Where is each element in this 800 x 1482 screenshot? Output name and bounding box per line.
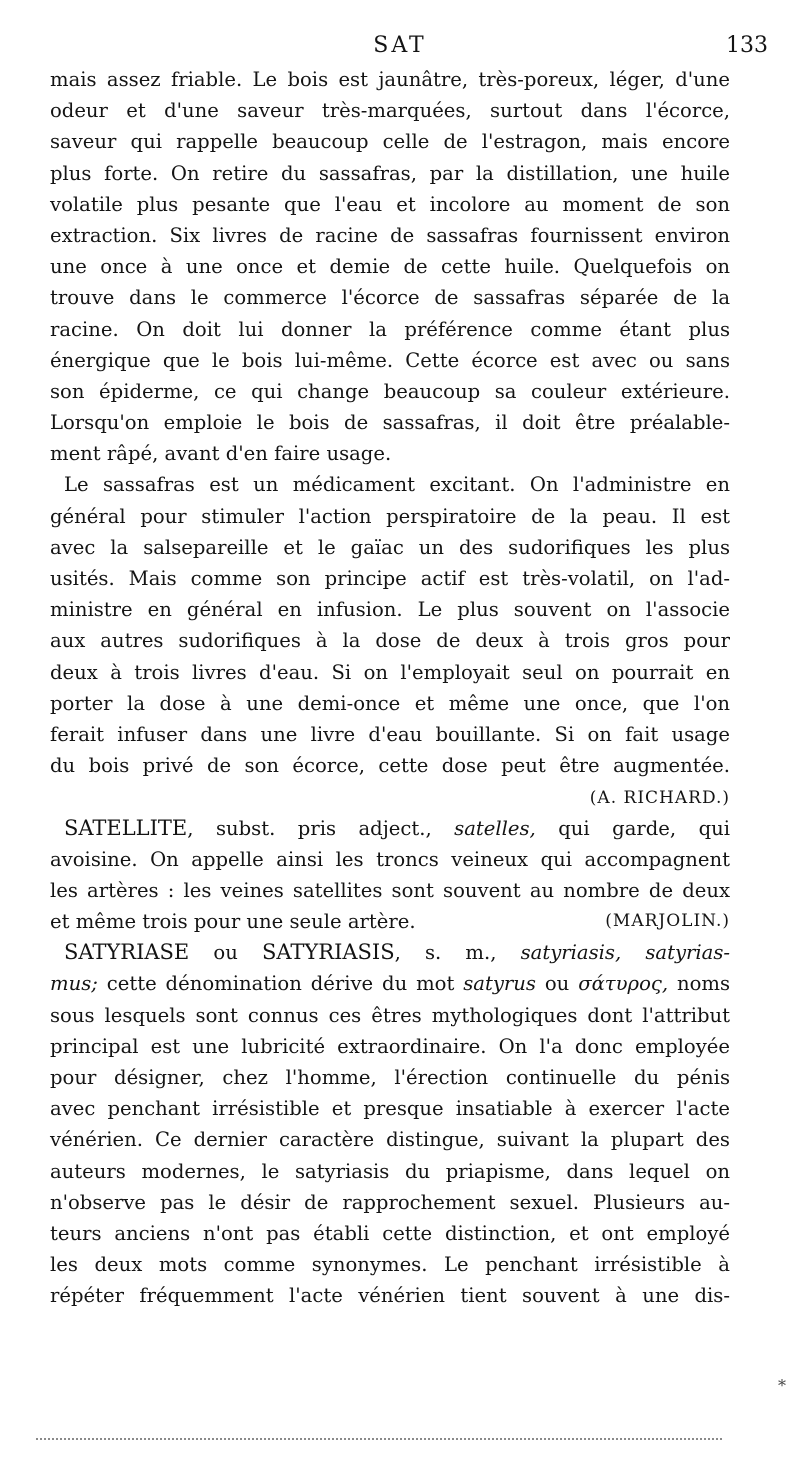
- ink-speck: *: [778, 1376, 786, 1395]
- entry-satellite-line: [50, 813, 730, 844]
- text-line: odeur et d'une saveur très-marquées, surtout dans l'écorce,: [50, 99, 730, 123]
- text-line: énergique que le bois lui-même. Cette écorce est avec ou sans: [50, 348, 730, 372]
- text-line: trouve dans le commerce l'écorce de sassafras séparée de la: [50, 286, 730, 310]
- author-richard: (A. RICHARD.): [589, 788, 730, 809]
- text-line: volatile plus pesante que l'eau et incolore au moment de son: [50, 192, 730, 216]
- text-line: n'observe pas le désir de rapprochement sexuel. Plusieurs au-: [50, 1190, 730, 1214]
- text-line: avec penchant irrésistible et presque insatiable à exercer l'acte: [50, 1097, 730, 1121]
- text-line: teurs anciens n'ont pas établi cette distinction, et ont employé: [50, 1221, 730, 1245]
- text-fragment: , subst. pris adject.,: [187, 816, 455, 840]
- entry-satyriase-line: [50, 937, 730, 968]
- text-fragment: cette dénomination dérive du mot: [97, 972, 464, 996]
- text-line: [50, 968, 730, 999]
- dotted-footer-rule: [36, 1438, 722, 1440]
- latin-term: satyrus: [463, 972, 536, 996]
- text-line: auteurs modernes, le satyriasis du priapisme, dans lequel on: [50, 1159, 730, 1183]
- text-line: une once à une once et demie de cette huile. Quelquefois on: [50, 255, 730, 279]
- text-fragment: et même trois pour une seule artère.: [50, 910, 416, 934]
- text-line: avoisine. On appelle ainsi les troncs veineux qui accompagnent: [50, 847, 730, 871]
- running-head: [0, 33, 800, 59]
- text-line: répéter fréquemment l'acte vénérien tient souvent à une dis-: [50, 1284, 730, 1308]
- text-block: [50, 64, 730, 1312]
- text-line: Le sassafras est un médicament excitant. On l'administre en: [64, 473, 730, 497]
- headword-satellite: SATELLITE: [64, 815, 188, 840]
- text-fragment: ou: [535, 972, 579, 996]
- latin-term: satyriasis, satyrias-: [520, 941, 731, 965]
- author-signature: [50, 781, 730, 812]
- text-line: sous lesquels sont connus ces êtres mythologiques dont l'attribut: [50, 1003, 730, 1027]
- text-line: [50, 906, 730, 937]
- text-line: du bois privé de son écorce, cette dose peut être augmentée.: [50, 754, 730, 778]
- text-line: aux autres sudorifiques à la dose de deux à trois gros pour: [50, 629, 730, 653]
- text-fragment: qui garde, qui: [535, 816, 731, 840]
- text-line: mais assez friable. Le bois est jaunâtre, très-poreux, léger, d'une: [50, 68, 730, 91]
- text-line: général pour stimuler l'action perspiratoire de la peau. Il est: [50, 504, 730, 528]
- text-line: extraction. Six livres de racine de sassafras fournissent environ: [50, 223, 730, 247]
- page-number: 133: [726, 33, 768, 58]
- text-line: les artères : les veines satellites sont souvent au nombre de deux: [50, 878, 730, 902]
- text-line: pour désigner, chez l'homme, l'érection continuelle du pénis: [50, 1066, 730, 1089]
- greek-term: σάτυρος,: [578, 972, 669, 996]
- text-fragment: noms: [668, 972, 731, 996]
- text-fragment: ou: [189, 941, 262, 965]
- text-line: usités. Mais comme son principe actif est très-volatil, on l'ad-: [50, 567, 730, 590]
- text-line: porter la dose à une demi-once et même une once, que l'on: [50, 691, 730, 715]
- text-line: vénérien. Ce dernier caractère distingue, suivant la plupart des: [50, 1128, 730, 1152]
- text-line: avec la salsepareille et le gaïac un des sudorifiques les plus: [50, 535, 730, 559]
- text-line: ferait infuser dans une livre d'eau bouillante. Si on fait usage: [50, 722, 730, 746]
- latin-term: satelles,: [454, 816, 536, 840]
- text-line: Lorsqu'on emploie le bois de sassafras, il doit être préalable-: [50, 411, 730, 435]
- text-line: saveur qui rappelle beaucoup celle de l'estragon, mais encore: [50, 130, 730, 154]
- text-line: ministre en général en infusion. Le plus souvent on l'associe: [50, 598, 730, 622]
- headword-satyriase: SATYRIASE: [64, 940, 190, 965]
- text-line: deux à trois livres d'eau. Si on l'employait seul on pourrait en: [50, 660, 730, 684]
- text-line: plus forte. On retire du sassafras, par la distillation, une huile: [50, 161, 730, 185]
- text-fragment: , s. m.,: [394, 941, 521, 965]
- text-line: ment râpé, avant d'en faire usage.: [50, 442, 392, 466]
- text-line: principal est une lubricité extraordinaire. On l'a donc employée: [50, 1034, 730, 1058]
- headword-satyriasis: SATYRIASIS: [261, 940, 395, 965]
- text-line: les deux mots comme synonymes. Le penchant irrésistible à: [50, 1253, 730, 1277]
- text-line: racine. On doit lui donner la préférence comme étant plus: [50, 317, 730, 341]
- author-marjolin: (MARJOLIN.): [605, 911, 730, 932]
- latin-term: mus;: [50, 972, 98, 996]
- running-title: SAT: [373, 33, 427, 58]
- text-line: son épiderme, ce qui change beaucoup sa couleur extérieure.: [50, 379, 730, 403]
